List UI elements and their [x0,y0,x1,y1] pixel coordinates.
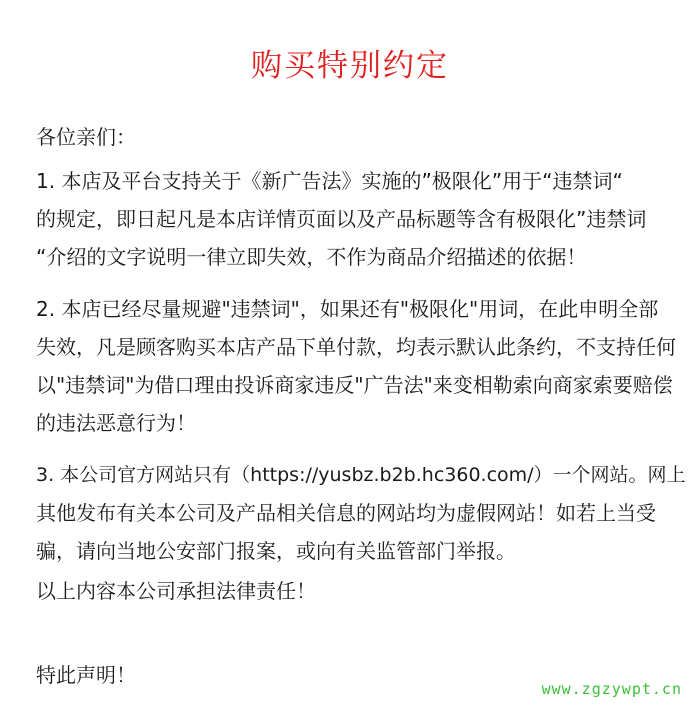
section-1-line-1: 1. 本店及平台支持关于《新广告法》实施的”极限化”用于“违禁词“ [36,169,623,193]
page-title: 购买特别约定 [251,48,449,84]
section-1-line-3: “介绍的文字说明一律立即失效，不作为商品介绍描述的依据！ [36,245,587,269]
watermark: www.zgzywpt.cn [541,680,682,698]
section-3-line-2: 其他发布有关本公司及产品相关信息的网站均为虚假网站！如若上当受 [36,501,656,525]
section-3-line-4: 以上内容本公司承担法律责任！ [36,579,316,603]
section-3-line-3: 骗，请向当地公安部门报案，或向有关监管部门举报。 [36,539,516,563]
section-1-line-2: 的规定，即日起凡是本店详情页面以及产品标题等含有极限化”违禁词 [36,207,647,231]
section-2-line-4: 的违法恶意行为！ [36,411,196,435]
section-2-line-2: 失效，凡是顾客购买本店产品下单付款，均表示默认此条约，不支持任何 [36,335,676,359]
greeting: 各位亲们： [36,125,136,149]
closing-statement: 特此声明！ [36,663,136,687]
section-2-line-1: 2. 本店已经尽量规避"违禁词"，如果还有"极限化"用词，在此申明全部 [36,297,659,321]
section-3-line-1: 3. 本公司官方网站只有（https://yusbz.b2b.hc360.com/）一个网站。网上 [36,464,686,486]
section-2-line-3: 以"违禁词"为借口理由投诉商家违反"广告法"来变相勒索向商家索要赔偿 [36,373,673,397]
